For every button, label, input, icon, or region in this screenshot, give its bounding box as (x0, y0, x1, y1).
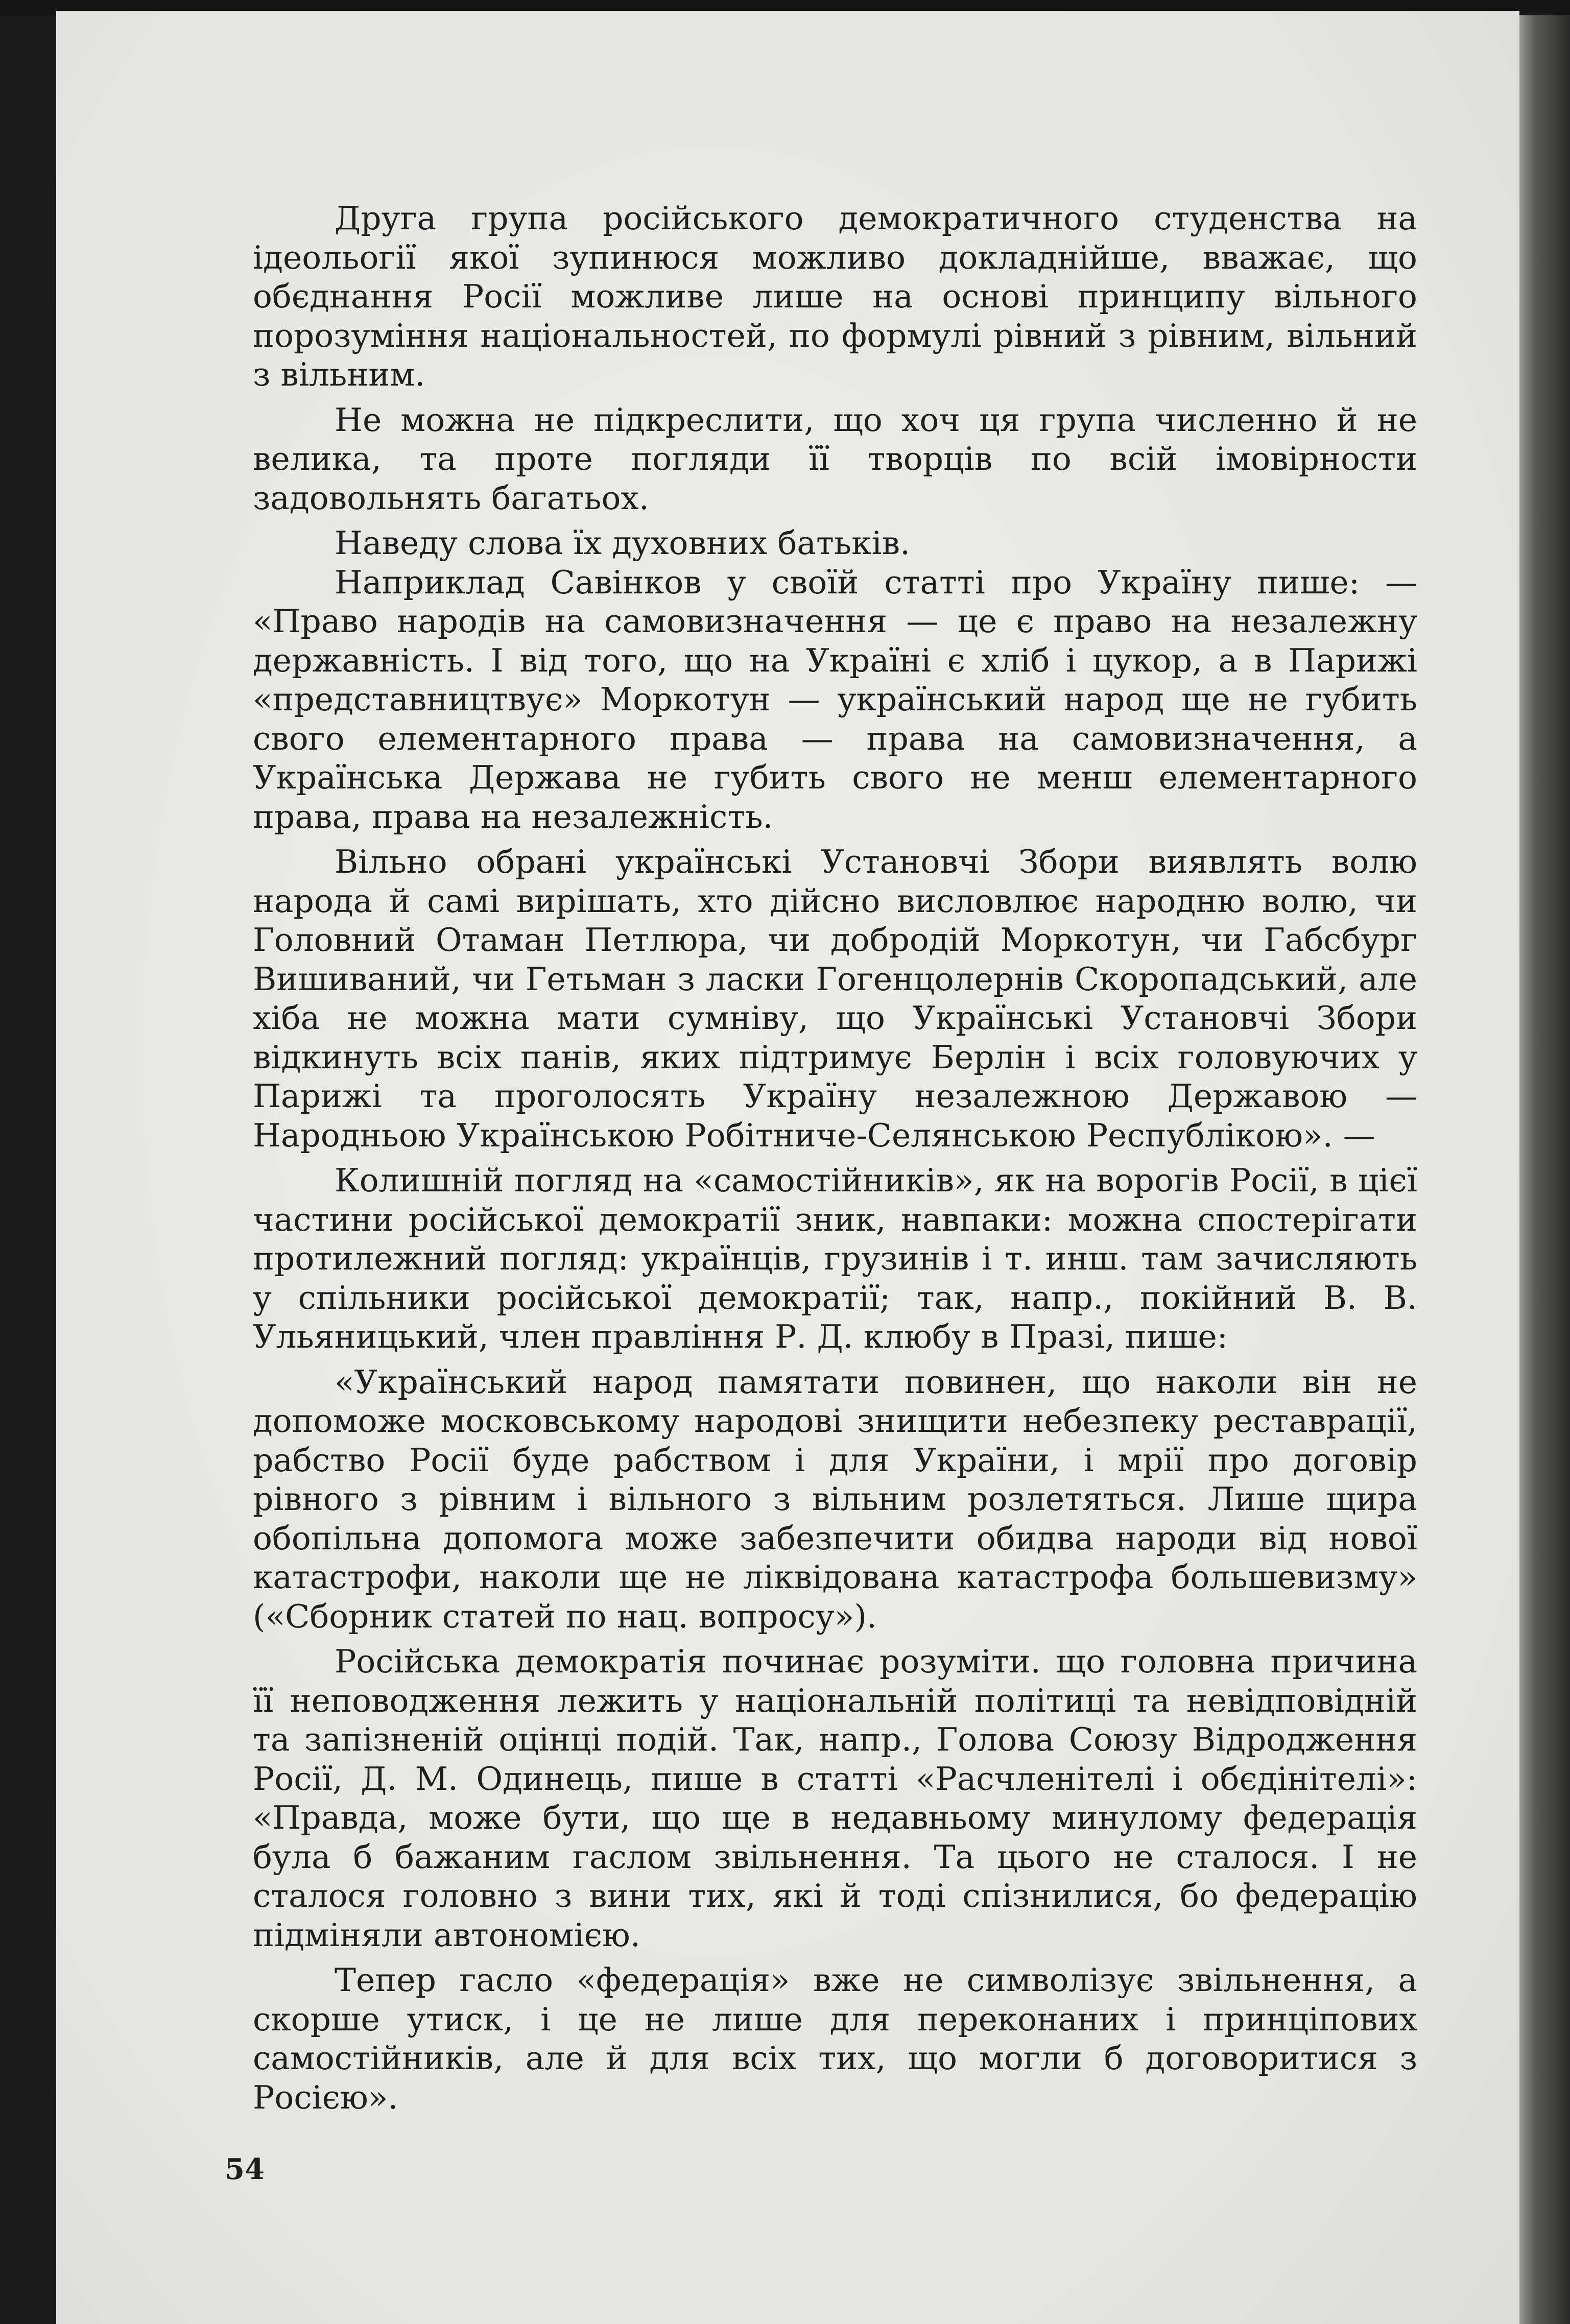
page-text (253, 199, 1417, 2123)
book-page-edge (1519, 15, 1570, 2324)
paragraph: Не можна не підкреслити, що хоч ця група численно й не велика, та проте погляди її творців по всій імовірности задовольнять багатьох. (253, 401, 1417, 517)
paragraph: Наприклад Савінков у своїй статті про Україну пише: — «Право народів на самовизначення — це є право на незалежну державність. І від того, що на Україні є хліб і цукор, а в Парижі «представництвує» Моркотун — український народ ще не губить свого елементарного права — права на самовизначення, а Українська Держава не губить свого не менш елементарного права, права на незалежність. (253, 563, 1417, 835)
paragraph: Друга група російського демократичного студенства на ідеольогії якої зупинюся можливо докладнійше, вважає, що обєднання Росії можливе лише на основі принципу вільного порозуміння національностей, по формулі рівний з рівним, вільний з вільним. (253, 200, 1417, 393)
paragraph: Колишній погляд на «самостійників», як на ворогів Росії, в цієї частини російської демократії зник, навпаки: можна спостерігати протилежний погляд: українців, грузинів і т. инш. там зачисляють у спільники російської демократії; так, напр., покійний В. В. Ульяницький, член правління Р. Д. клюбу в Празі, пише: (253, 1162, 1417, 1355)
paragraph: Вільно обрані українські Установчі Збори виявлять волю народа й самі вирішать, хто дійсно висловлює народню волю, чи Головний Отаман Петлюра, чи добродій Моркотун, чи Габсбург Вишиваний, чи Гетьман з ласки Гогенцолернів Скоропадський, але хіба не можна мати сумніву, що Українські Установчі Збори відкинуть всіх панів, яких підтримує Берлін і всіх головуючих у Парижі та проголосять Україну незалежною Державою — Народньою Українською Робітниче-Селянською Республікою». — (253, 843, 1417, 1154)
page-number: 54 (225, 2152, 265, 2186)
paragraph: Російська демократія починає розуміти. що головна причина її неповодження лежить у національній політиці та невідповідній та запізненій оцінці подій. Так, напр., Голова Союзу Відродження Росії, Д. М. Одинець, пише в статті «Расчленітелі і обєдінітелі»: «Правда, може бути, що ще в недавньому минулому федерація була б бажаним гаслом звільнення. Та цього не сталося. І не сталося головно з вини тих, які й тоді спізнилися, бо федерацію підміняли автономією. (253, 1643, 1417, 1954)
paragraph: Тепер гасло «федерація» вже не символізує звільнення, а скорше утиск, і це не лише для переконаних і принціпових самостійників, але й для всіх тих, що могли б договоритися з Росією». (253, 1961, 1417, 2116)
quote-paragraph: «Український народ памятати повинен, що наколи він не допоможе московському народові знищити небезпеку реставрації, рабство Росії буде рабством і для України, і мрії про договір рівного з рівним і вільного з вільним розлетяться. Лише щира обопільна допомога може забезпечити обидва народи від нової катастрофи, наколи ще не ліквідована катастрофа большевизму» («Сборник статей по нац. вопросу»). (253, 1363, 1417, 1635)
paragraph: Наведу слова їх духовних батьків. (335, 524, 911, 562)
